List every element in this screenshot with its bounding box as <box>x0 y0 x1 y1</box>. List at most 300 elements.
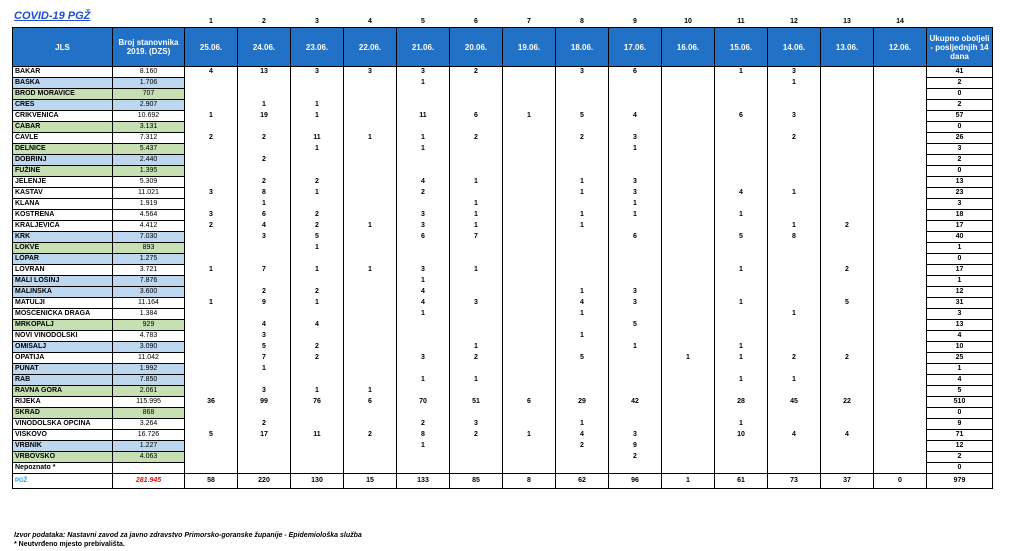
case-cell <box>344 89 397 100</box>
case-cell <box>344 122 397 133</box>
case-cell <box>662 386 715 397</box>
case-cell <box>874 254 927 265</box>
case-cell: 1 <box>768 78 821 89</box>
case-cell <box>821 78 874 89</box>
case-cell <box>556 122 609 133</box>
total-cell: 0 <box>927 166 993 177</box>
case-cell <box>662 375 715 386</box>
table-row <box>13 309 993 320</box>
case-cell <box>662 287 715 298</box>
case-cell <box>556 320 609 331</box>
case-cell: 1 <box>768 309 821 320</box>
case-cell <box>874 144 927 155</box>
total-cell: 1 <box>927 276 993 287</box>
case-cell <box>662 254 715 265</box>
case-cell <box>662 188 715 199</box>
case-cell <box>503 408 556 419</box>
case-cell <box>768 89 821 100</box>
case-cell: 2 <box>291 210 344 221</box>
header-jls: JLS <box>13 28 113 67</box>
population-cell: 5.437 <box>113 144 185 155</box>
case-cell <box>450 89 503 100</box>
header-population: Broj stanovnika 2019. (DZS) <box>113 28 185 67</box>
municipality-name: MALINSKA <box>13 287 113 298</box>
total-cell: 40 <box>927 232 993 243</box>
case-cell: 1 <box>238 100 291 111</box>
case-cell <box>821 441 874 452</box>
case-cell <box>291 408 344 419</box>
totals-day-cell: 62 <box>556 474 609 489</box>
case-cell <box>821 320 874 331</box>
case-cell <box>344 243 397 254</box>
case-cell <box>874 155 927 166</box>
municipality-name: FUŽINE <box>13 166 113 177</box>
population-cell: 7.030 <box>113 232 185 243</box>
case-cell: 1 <box>715 298 768 309</box>
total-cell: 12 <box>927 287 993 298</box>
case-cell: 7 <box>238 265 291 276</box>
case-cell <box>238 166 291 177</box>
case-cell: 3 <box>397 210 450 221</box>
population-cell: 1.992 <box>113 364 185 375</box>
municipality-name: VRBOVSKO <box>13 452 113 463</box>
case-cell: 3 <box>609 430 662 441</box>
case-cell <box>291 375 344 386</box>
case-cell <box>397 320 450 331</box>
day-number: 11 <box>737 18 745 25</box>
case-cell: 1 <box>344 133 397 144</box>
case-cell <box>556 243 609 254</box>
population-cell: 2.061 <box>113 386 185 397</box>
case-cell <box>874 452 927 463</box>
case-cell <box>874 320 927 331</box>
case-cell <box>821 342 874 353</box>
case-cell <box>397 408 450 419</box>
case-cell <box>503 331 556 342</box>
case-cell <box>556 100 609 111</box>
population-cell: 2.907 <box>113 100 185 111</box>
case-cell: 4 <box>291 320 344 331</box>
case-cell <box>344 111 397 122</box>
case-cell: 1 <box>715 375 768 386</box>
case-cell: 4 <box>397 177 450 188</box>
table-row <box>13 331 993 342</box>
case-cell <box>397 331 450 342</box>
case-cell <box>609 419 662 430</box>
municipality-name: KRK <box>13 232 113 243</box>
case-cell: 1 <box>185 111 238 122</box>
case-cell <box>450 254 503 265</box>
case-cell <box>715 155 768 166</box>
total-cell: 2 <box>927 78 993 89</box>
table-row <box>13 254 993 265</box>
case-cell <box>556 254 609 265</box>
case-cell <box>768 276 821 287</box>
case-cell <box>238 122 291 133</box>
case-cell <box>821 111 874 122</box>
case-cell <box>185 100 238 111</box>
footer-source: Izvor podataka: Nastavni zavod za javno zdravstvo Primorsko-goranske županije - Epidemiološka služba <box>14 532 362 539</box>
municipality-name: MOŠĆENIČKA DRAGA <box>13 309 113 320</box>
case-cell <box>874 331 927 342</box>
municipality-name: MRKOPALJ <box>13 320 113 331</box>
case-cell <box>821 276 874 287</box>
case-cell <box>609 155 662 166</box>
case-cell <box>291 441 344 452</box>
case-cell <box>821 386 874 397</box>
totals-day-cell: 130 <box>291 474 344 489</box>
case-cell: 11 <box>291 430 344 441</box>
case-cell: 4 <box>397 298 450 309</box>
case-cell: 3 <box>238 386 291 397</box>
case-cell <box>874 166 927 177</box>
case-cell <box>503 320 556 331</box>
population-cell: 7.850 <box>113 375 185 386</box>
case-cell <box>291 78 344 89</box>
case-cell: 1 <box>291 100 344 111</box>
population-cell: 1.706 <box>113 78 185 89</box>
case-cell: 1 <box>609 199 662 210</box>
case-cell <box>874 375 927 386</box>
total-cell: 0 <box>927 254 993 265</box>
header-date: 21.06. <box>397 28 450 67</box>
case-cell <box>821 375 874 386</box>
case-cell <box>556 232 609 243</box>
case-cell <box>768 210 821 221</box>
case-cell: 5 <box>821 298 874 309</box>
case-cell <box>715 452 768 463</box>
case-cell <box>185 144 238 155</box>
case-cell <box>503 419 556 430</box>
case-cell <box>821 232 874 243</box>
municipality-name: DOBRINJ <box>13 155 113 166</box>
case-cell <box>556 463 609 474</box>
population-cell: 3.131 <box>113 122 185 133</box>
case-cell <box>821 144 874 155</box>
header-date: 19.06. <box>503 28 556 67</box>
case-cell: 2 <box>185 133 238 144</box>
case-cell: 3 <box>609 287 662 298</box>
case-cell: 1 <box>291 111 344 122</box>
municipality-name: NOVI VINODOLSKI <box>13 331 113 342</box>
case-cell <box>556 408 609 419</box>
case-cell <box>291 166 344 177</box>
totals-day-cell: 85 <box>450 474 503 489</box>
case-cell <box>874 419 927 430</box>
table-row <box>13 144 993 155</box>
case-cell: 1 <box>397 133 450 144</box>
population-cell: 11.021 <box>113 188 185 199</box>
case-cell <box>768 342 821 353</box>
case-cell <box>874 309 927 320</box>
case-cell <box>715 463 768 474</box>
case-cell <box>503 67 556 78</box>
case-cell <box>874 364 927 375</box>
population-cell: 11.042 <box>113 353 185 364</box>
case-cell <box>450 364 503 375</box>
case-cell <box>344 331 397 342</box>
municipality-name: MATULJI <box>13 298 113 309</box>
case-cell <box>503 342 556 353</box>
case-cell <box>238 408 291 419</box>
case-cell <box>397 342 450 353</box>
table-row <box>13 188 993 199</box>
municipality-name: LOVRAN <box>13 265 113 276</box>
header-date: 23.06. <box>291 28 344 67</box>
table-row <box>13 452 993 463</box>
case-cell <box>503 232 556 243</box>
case-cell: 29 <box>556 397 609 408</box>
case-cell <box>291 419 344 430</box>
case-cell: 5 <box>556 353 609 364</box>
case-cell <box>185 78 238 89</box>
case-cell <box>662 397 715 408</box>
case-cell <box>450 441 503 452</box>
case-cell: 6 <box>397 232 450 243</box>
case-cell: 1 <box>503 430 556 441</box>
case-cell <box>662 166 715 177</box>
table-row <box>13 298 993 309</box>
case-cell <box>556 89 609 100</box>
table-row <box>13 89 993 100</box>
case-cell <box>874 243 927 254</box>
table-row <box>13 441 993 452</box>
total-cell: 4 <box>927 375 993 386</box>
case-cell: 19 <box>238 111 291 122</box>
case-cell <box>344 441 397 452</box>
total-cell: 0 <box>927 122 993 133</box>
case-cell <box>662 67 715 78</box>
case-cell <box>662 408 715 419</box>
case-cell <box>874 441 927 452</box>
case-cell <box>291 309 344 320</box>
case-cell: 4 <box>556 298 609 309</box>
case-cell <box>715 89 768 100</box>
case-cell: 1 <box>450 342 503 353</box>
case-cell <box>503 452 556 463</box>
case-cell <box>344 452 397 463</box>
case-cell <box>503 353 556 364</box>
case-cell: 2 <box>768 133 821 144</box>
case-cell: 2 <box>450 430 503 441</box>
case-cell: 7 <box>450 232 503 243</box>
case-cell <box>662 298 715 309</box>
case-cell <box>874 188 927 199</box>
population-cell: 2.440 <box>113 155 185 166</box>
case-cell <box>450 386 503 397</box>
blank-cell <box>927 17 993 28</box>
total-cell: 57 <box>927 111 993 122</box>
municipality-name: VIŠKOVO <box>13 430 113 441</box>
total-cell: 10 <box>927 342 993 353</box>
case-cell <box>185 375 238 386</box>
case-cell: 2 <box>556 441 609 452</box>
case-cell: 6 <box>609 67 662 78</box>
case-cell: 17 <box>238 430 291 441</box>
case-cell <box>715 221 768 232</box>
case-cell <box>768 144 821 155</box>
case-cell: 1 <box>291 386 344 397</box>
case-cell <box>344 232 397 243</box>
case-cell: 1 <box>556 188 609 199</box>
total-cell: 13 <box>927 177 993 188</box>
case-cell: 1 <box>556 287 609 298</box>
case-cell: 1 <box>291 144 344 155</box>
case-cell <box>397 386 450 397</box>
case-cell <box>768 243 821 254</box>
case-cell <box>556 199 609 210</box>
case-cell <box>344 353 397 364</box>
header-date: 12.06. <box>874 28 927 67</box>
total-cell: 0 <box>927 463 993 474</box>
case-cell <box>450 331 503 342</box>
case-cell <box>768 199 821 210</box>
case-cell <box>503 463 556 474</box>
case-cell: 1 <box>185 265 238 276</box>
table-row <box>13 133 993 144</box>
total-cell: 31 <box>927 298 993 309</box>
population-cell: 707 <box>113 89 185 100</box>
case-cell: 1 <box>450 375 503 386</box>
case-cell <box>238 276 291 287</box>
case-cell: 6 <box>503 397 556 408</box>
case-cell <box>821 254 874 265</box>
case-cell <box>185 364 238 375</box>
case-cell <box>450 408 503 419</box>
case-cell: 1 <box>556 221 609 232</box>
pgz-logo: PGŽ <box>15 478 28 484</box>
case-cell: 99 <box>238 397 291 408</box>
header-date: 22.06. <box>344 28 397 67</box>
case-cell: 4 <box>821 430 874 441</box>
case-cell <box>662 452 715 463</box>
table-row <box>13 166 993 177</box>
case-cell <box>662 155 715 166</box>
case-cell <box>185 386 238 397</box>
case-cell <box>768 386 821 397</box>
case-cell: 8 <box>397 430 450 441</box>
municipality-name: RAB <box>13 375 113 386</box>
footer-note: * Neutvrđeno mjesto prebivališta. <box>14 541 125 548</box>
case-cell <box>874 265 927 276</box>
case-cell: 2 <box>291 342 344 353</box>
case-cell <box>503 210 556 221</box>
case-cell <box>344 254 397 265</box>
case-cell: 2 <box>397 419 450 430</box>
case-cell <box>662 100 715 111</box>
totals-day-cell: 61 <box>715 474 768 489</box>
table-row <box>13 408 993 419</box>
case-cell: 1 <box>556 210 609 221</box>
case-cell <box>715 320 768 331</box>
case-cell: 2 <box>609 452 662 463</box>
case-cell: 42 <box>609 397 662 408</box>
case-cell <box>185 320 238 331</box>
case-cell: 1 <box>768 188 821 199</box>
totals-day-cell: 96 <box>609 474 662 489</box>
case-cell: 76 <box>291 397 344 408</box>
case-cell <box>503 276 556 287</box>
case-cell <box>609 254 662 265</box>
municipality-name: BAKAR <box>13 67 113 78</box>
case-cell <box>450 452 503 463</box>
case-cell: 3 <box>238 232 291 243</box>
case-cell <box>344 408 397 419</box>
case-cell: 1 <box>397 276 450 287</box>
case-cell <box>821 463 874 474</box>
case-cell <box>344 177 397 188</box>
case-cell <box>821 309 874 320</box>
totals-day-cell: 1 <box>662 474 715 489</box>
case-cell <box>715 254 768 265</box>
case-cell <box>715 287 768 298</box>
case-cell <box>185 452 238 463</box>
case-cell <box>609 243 662 254</box>
totals-population: 281.945 <box>113 474 185 489</box>
total-cell: 18 <box>927 210 993 221</box>
case-cell <box>238 463 291 474</box>
case-cell <box>662 309 715 320</box>
municipality-name: VINODOLSKA OPĆINA <box>13 419 113 430</box>
case-cell <box>503 166 556 177</box>
case-cell <box>662 419 715 430</box>
case-cell <box>821 408 874 419</box>
case-cell: 70 <box>397 397 450 408</box>
case-cell <box>397 100 450 111</box>
case-cell <box>185 232 238 243</box>
case-cell <box>344 78 397 89</box>
case-cell: 2 <box>821 265 874 276</box>
case-cell: 1 <box>556 331 609 342</box>
case-cell <box>556 78 609 89</box>
case-cell <box>874 111 927 122</box>
municipality-name: KLANA <box>13 199 113 210</box>
case-cell <box>768 100 821 111</box>
total-cell: 2 <box>927 452 993 463</box>
case-cell <box>238 243 291 254</box>
totals-day-cell: 37 <box>821 474 874 489</box>
case-cell <box>344 298 397 309</box>
case-cell <box>609 463 662 474</box>
case-cell <box>397 89 450 100</box>
population-cell: 3.264 <box>113 419 185 430</box>
case-cell: 4 <box>238 221 291 232</box>
case-cell: 22 <box>821 397 874 408</box>
case-cell: 3 <box>609 133 662 144</box>
day-number: 4 <box>368 18 372 25</box>
total-cell: 3 <box>927 144 993 155</box>
case-cell <box>238 144 291 155</box>
municipality-name: BAŠKA <box>13 78 113 89</box>
case-cell: 4 <box>397 287 450 298</box>
case-cell <box>185 342 238 353</box>
case-cell <box>503 364 556 375</box>
population-cell: 4.063 <box>113 452 185 463</box>
case-cell <box>874 408 927 419</box>
case-cell <box>344 155 397 166</box>
case-cell <box>874 276 927 287</box>
case-cell <box>397 463 450 474</box>
case-cell <box>450 155 503 166</box>
case-cell <box>503 309 556 320</box>
case-cell <box>503 386 556 397</box>
case-cell: 3 <box>185 210 238 221</box>
grand-total: 979 <box>927 474 993 489</box>
case-cell <box>768 320 821 331</box>
case-cell <box>503 199 556 210</box>
case-cell <box>715 144 768 155</box>
case-cell <box>344 199 397 210</box>
